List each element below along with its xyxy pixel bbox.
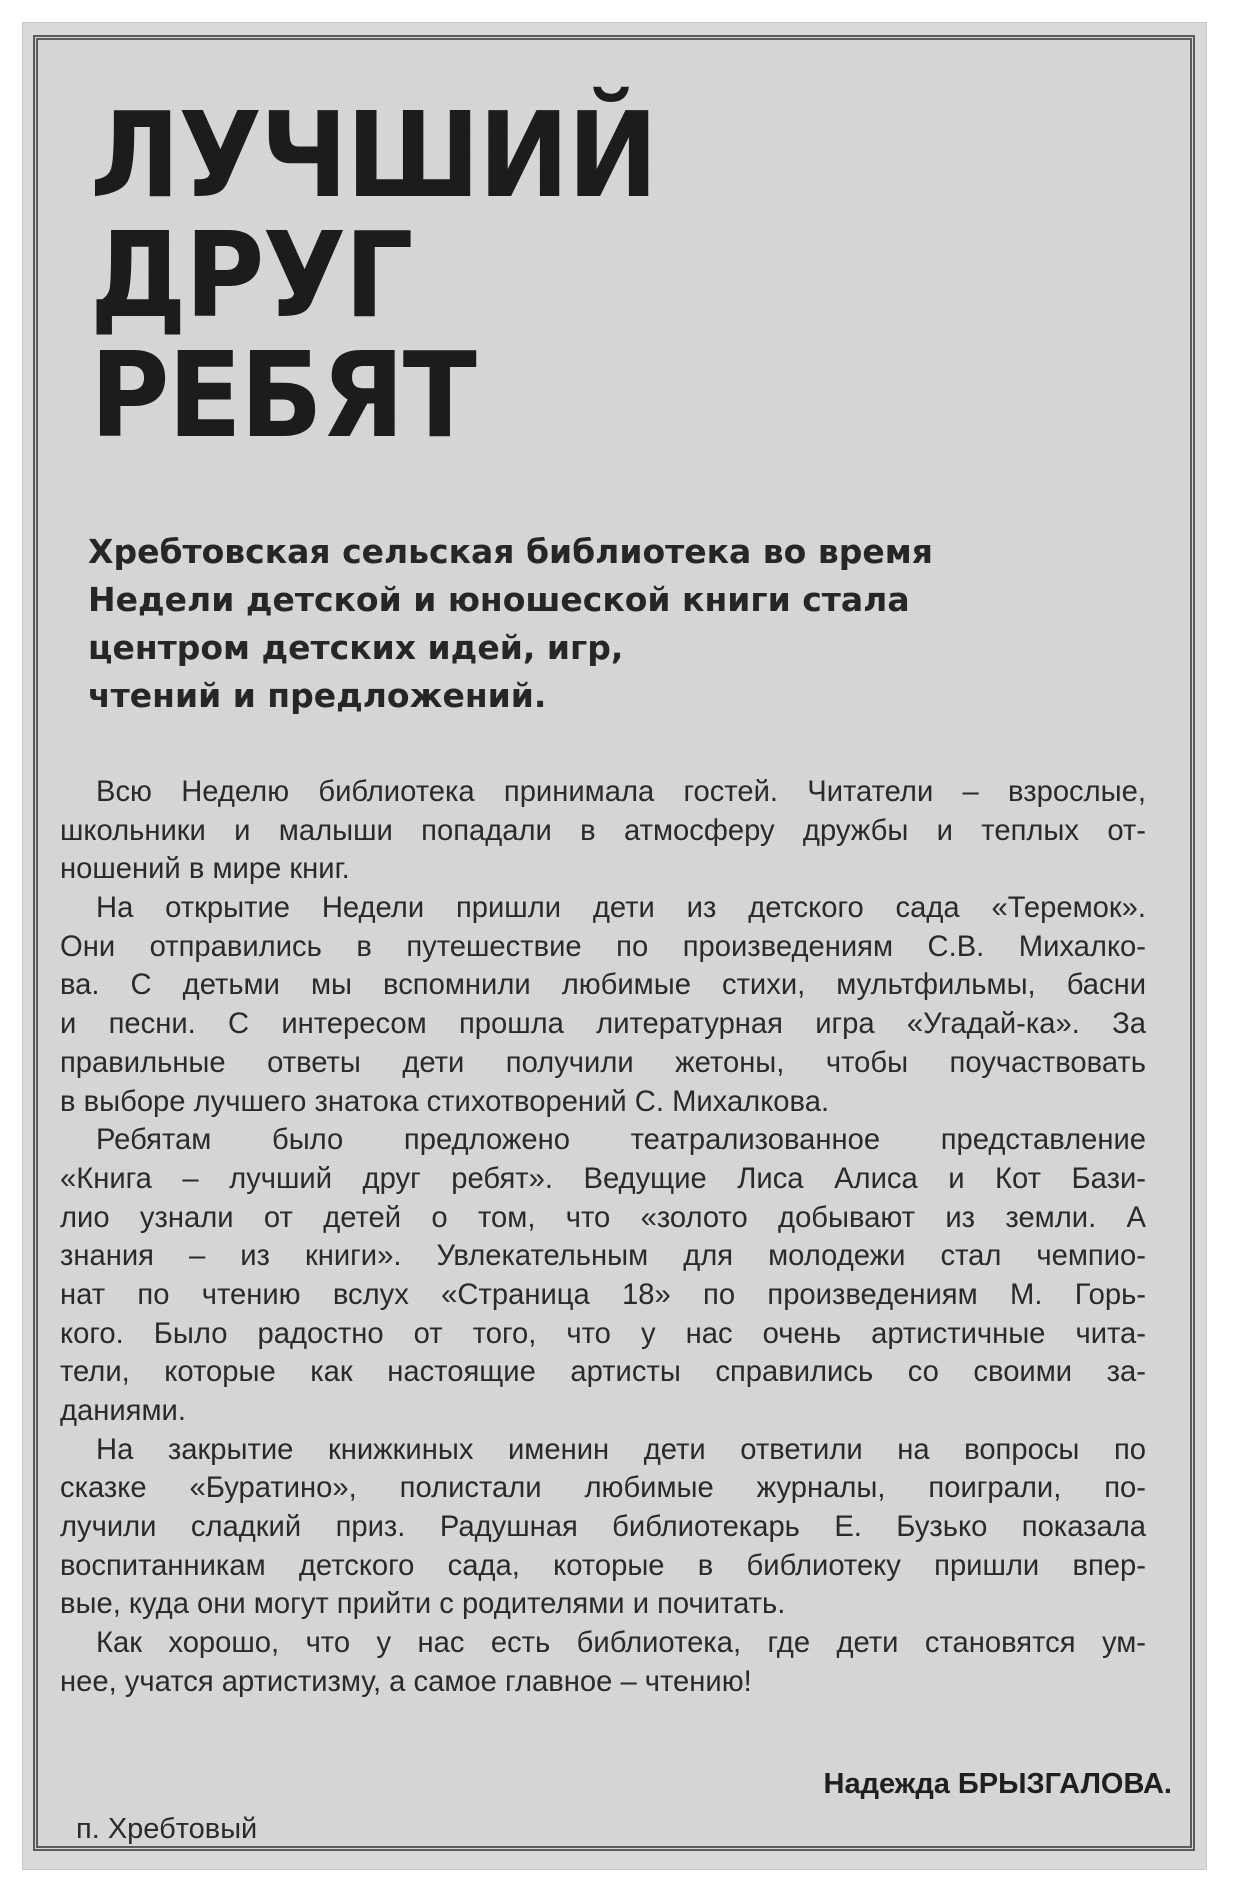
body-line: ношений в мире книг. [60, 853, 350, 886]
body-line: ва. С детьми мы вспомнили любимые стихи, мультфильмы, басни [60, 969, 1146, 1002]
body-line: нат по чтению вслух «Страница 18» по произведениям М. Горь- [60, 1278, 1146, 1311]
body-line: кого. Было радостно от того, что у нас очень артистичные чита- [60, 1317, 1146, 1350]
body-line: Ребятам было предложено театрализованное представление [96, 1124, 1146, 1157]
body-line: сказке «Буратино», полистали любимые журналы, поиграли, по- [60, 1472, 1146, 1505]
body-line: На открытие Недели пришли дети из детского сада «Теремок». [96, 892, 1146, 925]
body-line: Они отправились в путешествие по произведениям С.В. Михалко- [60, 930, 1146, 963]
body-line: правильные ответы дети получили жетоны, чтобы поучаствовать [60, 1046, 1146, 1079]
headline-line: ЛУЧШИЙ [90, 86, 657, 224]
body-line: в выборе лучшего знатока стихотворений С. Михалкова. [60, 1085, 830, 1118]
author-signature: Надежда БРЫЗГАЛОВА. [823, 1768, 1172, 1800]
article-headline [90, 86, 657, 464]
body-line: лучили сладкий приз. Радушная библиотекарь Е. Бузько показала [60, 1511, 1146, 1544]
article-body [60, 773, 1146, 1702]
body-line: тели, которые как настоящие артисты справились со своими за- [60, 1356, 1146, 1389]
body-line: лио узнали от детей о том, что «золото добывают из земли. А [60, 1201, 1146, 1234]
article-frame [33, 35, 1195, 1851]
body-line: вые, куда они могут прийти с родителями и почитать. [60, 1588, 786, 1621]
newspaper-clipping [22, 22, 1207, 1870]
body-line: воспитанникам детского сада, которые в библиотеку пришли впер- [60, 1549, 1146, 1582]
body-line: даниями. [60, 1395, 186, 1427]
body-line: и песни. С интересом прошла литературная игра «Угадай-ка». За [60, 1008, 1146, 1041]
author-location: п. Хребтовый [76, 1813, 258, 1845]
body-line: «Книга – лучший друг ребят». Ведущие Лиса Алиса и Кот Бази- [60, 1162, 1146, 1195]
lead-line: чтений и предложений. [88, 676, 547, 715]
headline-line: РЕБЯТ [90, 326, 475, 464]
body-line: На закрытие книжкиных именин дети ответили на вопросы по [96, 1433, 1146, 1466]
article-lead [88, 528, 1108, 720]
body-line: Как хорошо, что у нас есть библиотека, где дети становятся ум- [96, 1627, 1146, 1660]
body-line: Всю Неделю библиотека принимала гостей. Читатели – взрослые, [96, 776, 1146, 808]
lead-line: центром детских идей, игр, [88, 628, 624, 667]
lead-line: Хребтовская сельская библиотека во время [88, 532, 933, 571]
headline-line: ДРУГ [90, 206, 412, 344]
body-line: школьники и малыши попадали в атмосферу дружбы и теплых от- [60, 814, 1146, 847]
lead-line: Недели детской и юношеской книги стала [88, 580, 910, 619]
body-line: знания – из книги». Увлекательным для молодежи стал чемпио- [60, 1240, 1146, 1273]
body-line: нее, учатся артистизму, а самое главное – чтению! [60, 1665, 752, 1698]
